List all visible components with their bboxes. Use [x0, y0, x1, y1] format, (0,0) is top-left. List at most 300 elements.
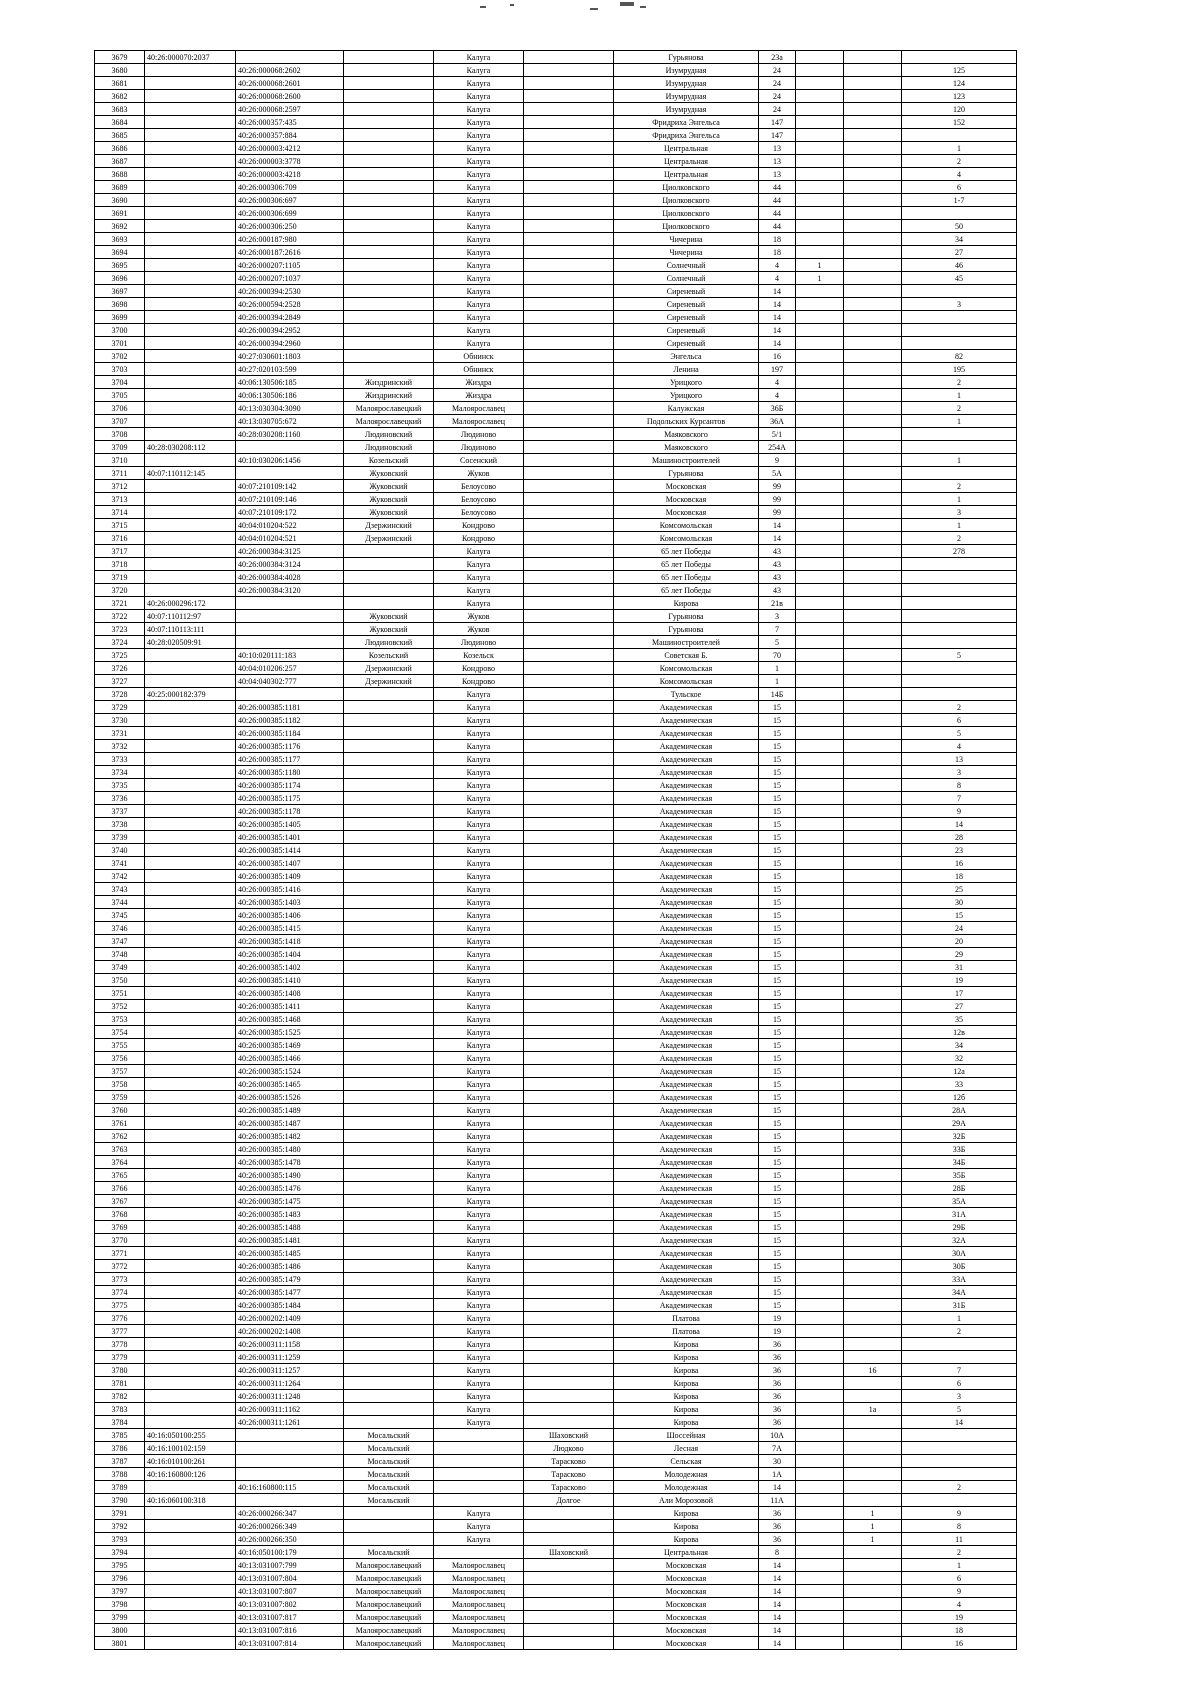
structure-cell: [844, 441, 902, 454]
old-cadastral-number-cell: [145, 545, 236, 558]
building-cell: [796, 363, 844, 376]
building-cell: [796, 402, 844, 415]
street-cell: Академическая: [614, 1065, 759, 1078]
district-cell: [344, 298, 434, 311]
settlement-cell: [524, 428, 614, 441]
street-cell: Комсомольская: [614, 675, 759, 688]
row-number-cell: 3775: [95, 1299, 145, 1312]
apartment-cell: [902, 1455, 1017, 1468]
apartment-cell: 28Б: [902, 1182, 1017, 1195]
settlement-cell: [524, 1325, 614, 1338]
cadastral-number-cell: [236, 1494, 344, 1507]
settlement-cell: [524, 688, 614, 701]
table-row: [95, 571, 1017, 584]
apartment-cell: 1: [902, 142, 1017, 155]
street-cell: Академическая: [614, 1273, 759, 1286]
table-row: [95, 194, 1017, 207]
city-cell: Калуга: [434, 1364, 524, 1377]
city-cell: Малоярославец: [434, 415, 524, 428]
apartment-cell: 1: [902, 493, 1017, 506]
old-cadastral-number-cell: [145, 805, 236, 818]
apartment-cell: 23: [902, 844, 1017, 857]
building-cell: [796, 558, 844, 571]
district-cell: Жуковский: [344, 480, 434, 493]
structure-cell: [844, 1299, 902, 1312]
city-cell: Калуга: [434, 1260, 524, 1273]
settlement-cell: [524, 506, 614, 519]
house-cell: 14Б: [759, 688, 796, 701]
old-cadastral-number-cell: [145, 987, 236, 1000]
city-cell: Козельск: [434, 649, 524, 662]
house-cell: 5: [759, 636, 796, 649]
house-cell: 15: [759, 1078, 796, 1091]
district-cell: [344, 766, 434, 779]
city-cell: Калуга: [434, 1520, 524, 1533]
row-number-cell: 3736: [95, 792, 145, 805]
house-cell: 8: [759, 1546, 796, 1559]
district-cell: Малоярославецкий: [344, 1611, 434, 1624]
old-cadastral-number-cell: [145, 415, 236, 428]
apartment-cell: 1: [902, 389, 1017, 402]
district-cell: Мосальский: [344, 1429, 434, 1442]
table-row: [95, 909, 1017, 922]
apartment-cell: 82: [902, 350, 1017, 363]
settlement-cell: [524, 207, 614, 220]
building-cell: [796, 896, 844, 909]
structure-cell: [844, 987, 902, 1000]
apartment-cell: 33А: [902, 1273, 1017, 1286]
street-cell: Академическая: [614, 792, 759, 805]
table-row: [95, 493, 1017, 506]
table-row: [95, 1052, 1017, 1065]
table-row: [95, 831, 1017, 844]
old-cadastral-number-cell: [145, 337, 236, 350]
row-number-cell: 3722: [95, 610, 145, 623]
old-cadastral-number-cell: [145, 233, 236, 246]
city-cell: Калуга: [434, 1234, 524, 1247]
table-row: [95, 272, 1017, 285]
apartment-cell: [902, 467, 1017, 480]
district-cell: Малоярославецкий: [344, 1598, 434, 1611]
structure-cell: 1а: [844, 1403, 902, 1416]
structure-cell: [844, 857, 902, 870]
district-cell: [344, 1533, 434, 1546]
old-cadastral-number-cell: [145, 922, 236, 935]
cadastral-number-cell: 40:26:000385:1175: [236, 792, 344, 805]
cadastral-number-cell: 40:26:000202:1409: [236, 1312, 344, 1325]
district-cell: [344, 1247, 434, 1260]
structure-cell: [844, 831, 902, 844]
apartment-cell: 25: [902, 883, 1017, 896]
old-cadastral-number-cell: [145, 116, 236, 129]
old-cadastral-number-cell: [145, 532, 236, 545]
house-cell: 24: [759, 64, 796, 77]
apartment-cell: 33: [902, 1078, 1017, 1091]
cadastral-number-cell: 40:26:000311:1264: [236, 1377, 344, 1390]
city-cell: Калуга: [434, 844, 524, 857]
building-cell: [796, 376, 844, 389]
house-cell: 15: [759, 701, 796, 714]
settlement-cell: [524, 350, 614, 363]
city-cell: Калуга: [434, 207, 524, 220]
street-cell: Академическая: [614, 1091, 759, 1104]
structure-cell: [844, 1234, 902, 1247]
building-cell: [796, 688, 844, 701]
table-row: [95, 1585, 1017, 1598]
row-number-cell: 3729: [95, 701, 145, 714]
row-number-cell: 3725: [95, 649, 145, 662]
row-number-cell: 3754: [95, 1026, 145, 1039]
structure-cell: [844, 948, 902, 961]
street-cell: Центральная: [614, 168, 759, 181]
table-row: [95, 1091, 1017, 1104]
building-cell: [796, 324, 844, 337]
cadastral-number-cell: 40:26:000306:699: [236, 207, 344, 220]
settlement-cell: Шаховский: [524, 1429, 614, 1442]
building-cell: [796, 636, 844, 649]
city-cell: Калуга: [434, 1013, 524, 1026]
structure-cell: [844, 740, 902, 753]
table-row: [95, 1195, 1017, 1208]
row-number-cell: 3735: [95, 779, 145, 792]
street-cell: Советская Б.: [614, 649, 759, 662]
settlement-cell: [524, 142, 614, 155]
district-cell: Дзержинский: [344, 519, 434, 532]
district-cell: Мосальский: [344, 1546, 434, 1559]
table-row: [95, 896, 1017, 909]
building-cell: [796, 571, 844, 584]
city-cell: Калуга: [434, 584, 524, 597]
settlement-cell: [524, 909, 614, 922]
house-cell: 4: [759, 389, 796, 402]
old-cadastral-number-cell: [145, 1364, 236, 1377]
building-cell: [796, 675, 844, 688]
table-row: [95, 1117, 1017, 1130]
old-cadastral-number-cell: [145, 1598, 236, 1611]
house-cell: 15: [759, 1286, 796, 1299]
cadastral-number-cell: 40:26:000385:1409: [236, 870, 344, 883]
row-number-cell: 3747: [95, 935, 145, 948]
table-row: [95, 1182, 1017, 1195]
city-cell: Калуга: [434, 142, 524, 155]
apartment-cell: 15: [902, 909, 1017, 922]
settlement-cell: [524, 1533, 614, 1546]
structure-cell: [844, 428, 902, 441]
apartment-cell: 124: [902, 77, 1017, 90]
apartment-cell: 9: [902, 1585, 1017, 1598]
cadastral-number-cell: 40:26:000385:1180: [236, 766, 344, 779]
row-number-cell: 3708: [95, 428, 145, 441]
district-cell: [344, 116, 434, 129]
apartment-cell: [902, 441, 1017, 454]
street-cell: Московская: [614, 1637, 759, 1650]
row-number-cell: 3683: [95, 103, 145, 116]
district-cell: [344, 337, 434, 350]
building-cell: [796, 1416, 844, 1429]
street-cell: Академическая: [614, 831, 759, 844]
city-cell: Калуга: [434, 1169, 524, 1182]
settlement-cell: [524, 259, 614, 272]
apartment-cell: 7: [902, 792, 1017, 805]
table-row: [95, 844, 1017, 857]
cadastral-number-cell: 40:13:031007:807: [236, 1585, 344, 1598]
settlement-cell: [524, 467, 614, 480]
street-cell: Комсомольская: [614, 662, 759, 675]
table-row: [95, 259, 1017, 272]
apartment-cell: 2: [902, 532, 1017, 545]
apartment-cell: 12а: [902, 1065, 1017, 1078]
table-row: [95, 1624, 1017, 1637]
old-cadastral-number-cell: [145, 909, 236, 922]
building-cell: [796, 1481, 844, 1494]
district-cell: [344, 233, 434, 246]
street-cell: Маяковского: [614, 441, 759, 454]
house-cell: 15: [759, 1143, 796, 1156]
settlement-cell: [524, 714, 614, 727]
settlement-cell: [524, 298, 614, 311]
cadastral-number-cell: 40:26:000306:697: [236, 194, 344, 207]
district-cell: [344, 935, 434, 948]
street-cell: Академическая: [614, 896, 759, 909]
cadastral-number-cell: 40:26:000068:2601: [236, 77, 344, 90]
city-cell: Калуга: [434, 948, 524, 961]
district-cell: Мосальский: [344, 1481, 434, 1494]
row-number-cell: 3701: [95, 337, 145, 350]
cadastral-number-cell: 40:26:000385:1477: [236, 1286, 344, 1299]
apartment-cell: [902, 675, 1017, 688]
city-cell: Кондрово: [434, 519, 524, 532]
settlement-cell: [524, 90, 614, 103]
apartment-cell: 123: [902, 90, 1017, 103]
house-cell: 1: [759, 662, 796, 675]
table-row: [95, 181, 1017, 194]
old-cadastral-number-cell: 40:25:000182:379: [145, 688, 236, 701]
apartment-cell: 2: [902, 1481, 1017, 1494]
settlement-cell: [524, 1598, 614, 1611]
city-cell: Калуга: [434, 857, 524, 870]
house-cell: 44: [759, 194, 796, 207]
row-number-cell: 3765: [95, 1169, 145, 1182]
house-cell: 14: [759, 1598, 796, 1611]
table-row: [95, 1065, 1017, 1078]
city-cell: Калуга: [434, 1039, 524, 1052]
building-cell: [796, 974, 844, 987]
building-cell: [796, 1377, 844, 1390]
apartment-cell: 13: [902, 753, 1017, 766]
row-number-cell: 3761: [95, 1117, 145, 1130]
table-row: [95, 363, 1017, 376]
table-row: [95, 129, 1017, 142]
street-cell: Центральная: [614, 1546, 759, 1559]
settlement-cell: [524, 1364, 614, 1377]
street-cell: Академическая: [614, 1247, 759, 1260]
house-cell: 15: [759, 1039, 796, 1052]
table-row: [95, 1364, 1017, 1377]
building-cell: [796, 1546, 844, 1559]
street-cell: Академическая: [614, 1078, 759, 1091]
old-cadastral-number-cell: [145, 1624, 236, 1637]
structure-cell: [844, 272, 902, 285]
house-cell: 14: [759, 285, 796, 298]
settlement-cell: [524, 961, 614, 974]
street-cell: Изумрудная: [614, 103, 759, 116]
row-number-cell: 3750: [95, 974, 145, 987]
row-number-cell: 3773: [95, 1273, 145, 1286]
house-cell: 15: [759, 1026, 796, 1039]
structure-cell: [844, 350, 902, 363]
city-cell: Калуга: [434, 1403, 524, 1416]
building-cell: [796, 77, 844, 90]
house-cell: 13: [759, 168, 796, 181]
structure-cell: [844, 233, 902, 246]
structure-cell: [844, 688, 902, 701]
house-cell: 19: [759, 1325, 796, 1338]
house-cell: 99: [759, 480, 796, 493]
building-cell: [796, 1442, 844, 1455]
old-cadastral-number-cell: [145, 1481, 236, 1494]
district-cell: [344, 1520, 434, 1533]
row-number-cell: 3767: [95, 1195, 145, 1208]
settlement-cell: [524, 246, 614, 259]
street-cell: Лесная: [614, 1442, 759, 1455]
house-cell: 14: [759, 1624, 796, 1637]
table-row: [95, 883, 1017, 896]
district-cell: Людиновский: [344, 441, 434, 454]
cadastral-number-cell: 40:26:000207:1037: [236, 272, 344, 285]
cadastral-number-cell: 40:26:000266:349: [236, 1520, 344, 1533]
apartment-cell: [902, 584, 1017, 597]
old-cadastral-number-cell: [145, 766, 236, 779]
settlement-cell: [524, 844, 614, 857]
district-cell: [344, 51, 434, 64]
settlement-cell: [524, 1104, 614, 1117]
settlement-cell: [524, 233, 614, 246]
building-cell: [796, 1208, 844, 1221]
district-cell: [344, 181, 434, 194]
cadastral-number-cell: [236, 610, 344, 623]
city-cell: Калуга: [434, 1065, 524, 1078]
district-cell: [344, 1507, 434, 1520]
district-cell: [344, 727, 434, 740]
house-cell: 14: [759, 337, 796, 350]
row-number-cell: 3751: [95, 987, 145, 1000]
old-cadastral-number-cell: 40:07:110113:111: [145, 623, 236, 636]
cadastral-number-cell: 40:26:000306:709: [236, 181, 344, 194]
building-cell: [796, 116, 844, 129]
cadastral-number-cell: 40:26:000385:1414: [236, 844, 344, 857]
city-cell: Калуга: [434, 883, 524, 896]
old-cadastral-number-cell: [145, 454, 236, 467]
structure-cell: [844, 1208, 902, 1221]
street-cell: Академическая: [614, 1013, 759, 1026]
cadastral-number-cell: 40:26:000068:2597: [236, 103, 344, 116]
row-number-cell: 3790: [95, 1494, 145, 1507]
street-cell: Академическая: [614, 922, 759, 935]
cadastral-number-cell: 40:26:000003:4218: [236, 168, 344, 181]
old-cadastral-number-cell: [145, 64, 236, 77]
structure-cell: 1: [844, 1507, 902, 1520]
street-cell: Академическая: [614, 1104, 759, 1117]
cadastral-number-cell: 40:26:000385:1480: [236, 1143, 344, 1156]
settlement-cell: [524, 1117, 614, 1130]
cadastral-number-cell: 40:26:000385:1488: [236, 1221, 344, 1234]
cadastral-number-cell: 40:04:010204:521: [236, 532, 344, 545]
house-cell: 36: [759, 1533, 796, 1546]
cadastral-number-cell: 40:26:000311:1158: [236, 1338, 344, 1351]
table-row: [95, 1039, 1017, 1052]
building-cell: [796, 1624, 844, 1637]
structure-cell: [844, 363, 902, 376]
structure-cell: [844, 623, 902, 636]
settlement-cell: [524, 974, 614, 987]
cadastral-number-cell: 40:04:010204:522: [236, 519, 344, 532]
settlement-cell: [524, 363, 614, 376]
row-number-cell: 3762: [95, 1130, 145, 1143]
cadastral-number-cell: 40:13:030705:672: [236, 415, 344, 428]
building-cell: [796, 792, 844, 805]
row-number-cell: 3695: [95, 259, 145, 272]
row-number-cell: 3755: [95, 1039, 145, 1052]
settlement-cell: [524, 272, 614, 285]
district-cell: [344, 571, 434, 584]
row-number-cell: 3800: [95, 1624, 145, 1637]
row-number-cell: 3796: [95, 1572, 145, 1585]
district-cell: Мосальский: [344, 1468, 434, 1481]
table-row: [95, 428, 1017, 441]
street-cell: Академическая: [614, 740, 759, 753]
settlement-cell: [524, 311, 614, 324]
apartment-cell: 18: [902, 1624, 1017, 1637]
district-cell: [344, 922, 434, 935]
house-cell: 15: [759, 857, 796, 870]
old-cadastral-number-cell: [145, 675, 236, 688]
table-row: [95, 90, 1017, 103]
table-row: [95, 1468, 1017, 1481]
city-cell: [434, 1546, 524, 1559]
house-cell: 23а: [759, 51, 796, 64]
old-cadastral-number-cell: [145, 493, 236, 506]
old-cadastral-number-cell: [145, 727, 236, 740]
settlement-cell: [524, 1351, 614, 1364]
settlement-cell: [524, 389, 614, 402]
cadastral-number-cell: 40:26:000385:1415: [236, 922, 344, 935]
city-cell: Калуга: [434, 987, 524, 1000]
apartment-cell: 18: [902, 870, 1017, 883]
settlement-cell: Тарасково: [524, 1481, 614, 1494]
city-cell: Калуга: [434, 103, 524, 116]
structure-cell: [844, 1026, 902, 1039]
structure-cell: [844, 558, 902, 571]
structure-cell: [844, 1585, 902, 1598]
apartment-cell: 27: [902, 246, 1017, 259]
apartment-cell: 11: [902, 1533, 1017, 1546]
old-cadastral-number-cell: [145, 246, 236, 259]
cadastral-number-cell: 40:26:000385:1402: [236, 961, 344, 974]
building-cell: [796, 64, 844, 77]
row-number-cell: 3752: [95, 1000, 145, 1013]
cadastral-number-cell: 40:26:000266:350: [236, 1533, 344, 1546]
house-cell: 44: [759, 181, 796, 194]
street-cell: Московская: [614, 480, 759, 493]
row-number-cell: 3710: [95, 454, 145, 467]
structure-cell: [844, 324, 902, 337]
structure-cell: [844, 415, 902, 428]
cadastral-number-cell: 40:26:000385:1468: [236, 1013, 344, 1026]
old-cadastral-number-cell: [145, 896, 236, 909]
street-cell: Сиреневый: [614, 285, 759, 298]
apartment-cell: [902, 571, 1017, 584]
table-row: [95, 1481, 1017, 1494]
